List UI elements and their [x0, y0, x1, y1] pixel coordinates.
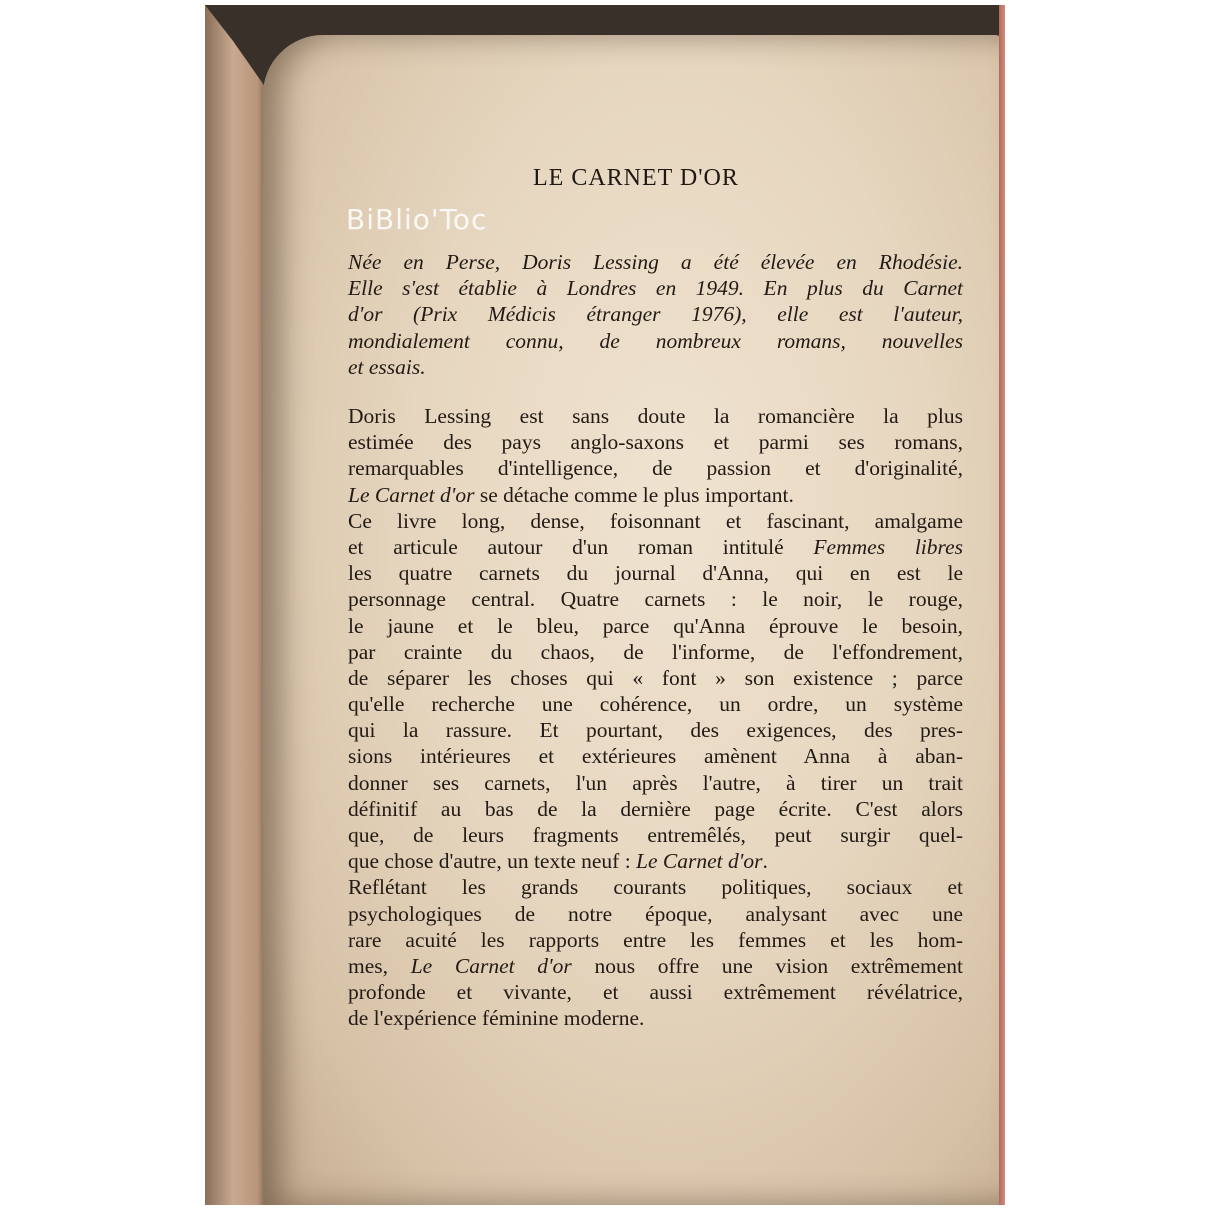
description-line: rare acuité les rapports entre les femmes et les hom-: [348, 927, 963, 952]
bio-line: d'or (Prix Médicis étranger 1976), elle est l'auteur,: [348, 302, 963, 327]
description-line: [348, 953, 963, 979]
novel-title-italic: Femmes libres: [813, 534, 963, 559]
line-text: nous offre une vision extrêmement: [571, 953, 963, 978]
description-line: Ce livre long, dense, foisonnant et fascinant, amalgame: [348, 508, 963, 533]
description-line: profonde et vivante, et aussi extrêmement révélatrice,: [348, 980, 963, 1005]
bio-line: mondialement connu, de nombreux romans, nouvelles: [348, 328, 963, 353]
line-text: .: [762, 849, 768, 874]
bio-line: et essais.: [348, 354, 426, 379]
line-text: mes,: [348, 953, 411, 978]
description-line: qui la rassure. Et pourtant, des exigences, des pres-: [348, 718, 963, 743]
book-photo: [205, 5, 1005, 1205]
description-line: sions intérieures et extérieures amènent Anna à aban-: [348, 744, 963, 769]
book-title-italic: Le Carnet d'or: [348, 482, 475, 507]
description-line: les quatre carnets du journal d'Anna, qui en est le: [348, 561, 963, 586]
line-text: et articule autour d'un roman intitulé: [348, 534, 814, 559]
description-line: [348, 848, 963, 874]
page-edge: [999, 5, 1005, 1205]
description-line: le jaune et le bleu, parce qu'Anna éprouve le besoin,: [348, 613, 963, 638]
author-bio: [348, 249, 963, 380]
description-line: [348, 482, 963, 508]
description-line: définitif au bas de la dernière page écrite. C'est alors: [348, 796, 963, 821]
description-line: [348, 534, 963, 560]
description-line: Doris Lessing est sans doute la romancière la plus: [348, 404, 963, 428]
page-title: LE CARNET D'OR: [533, 165, 739, 191]
watermark: BiBlio'Toc: [346, 203, 488, 236]
bio-line: Née en Perse, Doris Lessing a été élevée en Rhodésie.: [348, 250, 963, 274]
bio-line: Elle s'est établie à Londres en 1949. En plus du Carnet: [348, 276, 963, 301]
description-line: psychologiques de notre époque, analysant avec une: [348, 901, 963, 926]
description-line: par crainte du chaos, de l'informe, de l'effondrement,: [348, 639, 963, 664]
description-line: donner ses carnets, l'un après l'autre, à tirer un trait: [348, 770, 963, 795]
description-line: remarquables d'intelligence, de passion et d'originalité,: [348, 456, 963, 481]
book-title-italic: Le Carnet d'or: [636, 849, 763, 874]
description-line: Reflétant les grands courants politiques, sociaux et: [348, 875, 963, 900]
description-line: de séparer les choses qui « font » son existence ; parce: [348, 665, 963, 690]
line-text: que chose d'autre, un texte neuf :: [348, 849, 637, 874]
book-description: [348, 403, 963, 1032]
line-text: se détache comme le plus important.: [474, 482, 794, 507]
book-page: [263, 35, 1005, 1205]
description-line: qu'elle recherche une cohérence, un ordre, un système: [348, 692, 963, 717]
description-line: estimée des pays anglo-saxons et parmi ses romans,: [348, 430, 963, 455]
description-line: de l'expérience féminine moderne.: [348, 1006, 645, 1031]
description-line: que, de leurs fragments entremêlés, peut surgir quel-: [348, 823, 963, 847]
description-line: personnage central. Quatre carnets : le noir, le rouge,: [348, 587, 963, 612]
book-title-italic: Le Carnet d'or: [410, 953, 572, 978]
